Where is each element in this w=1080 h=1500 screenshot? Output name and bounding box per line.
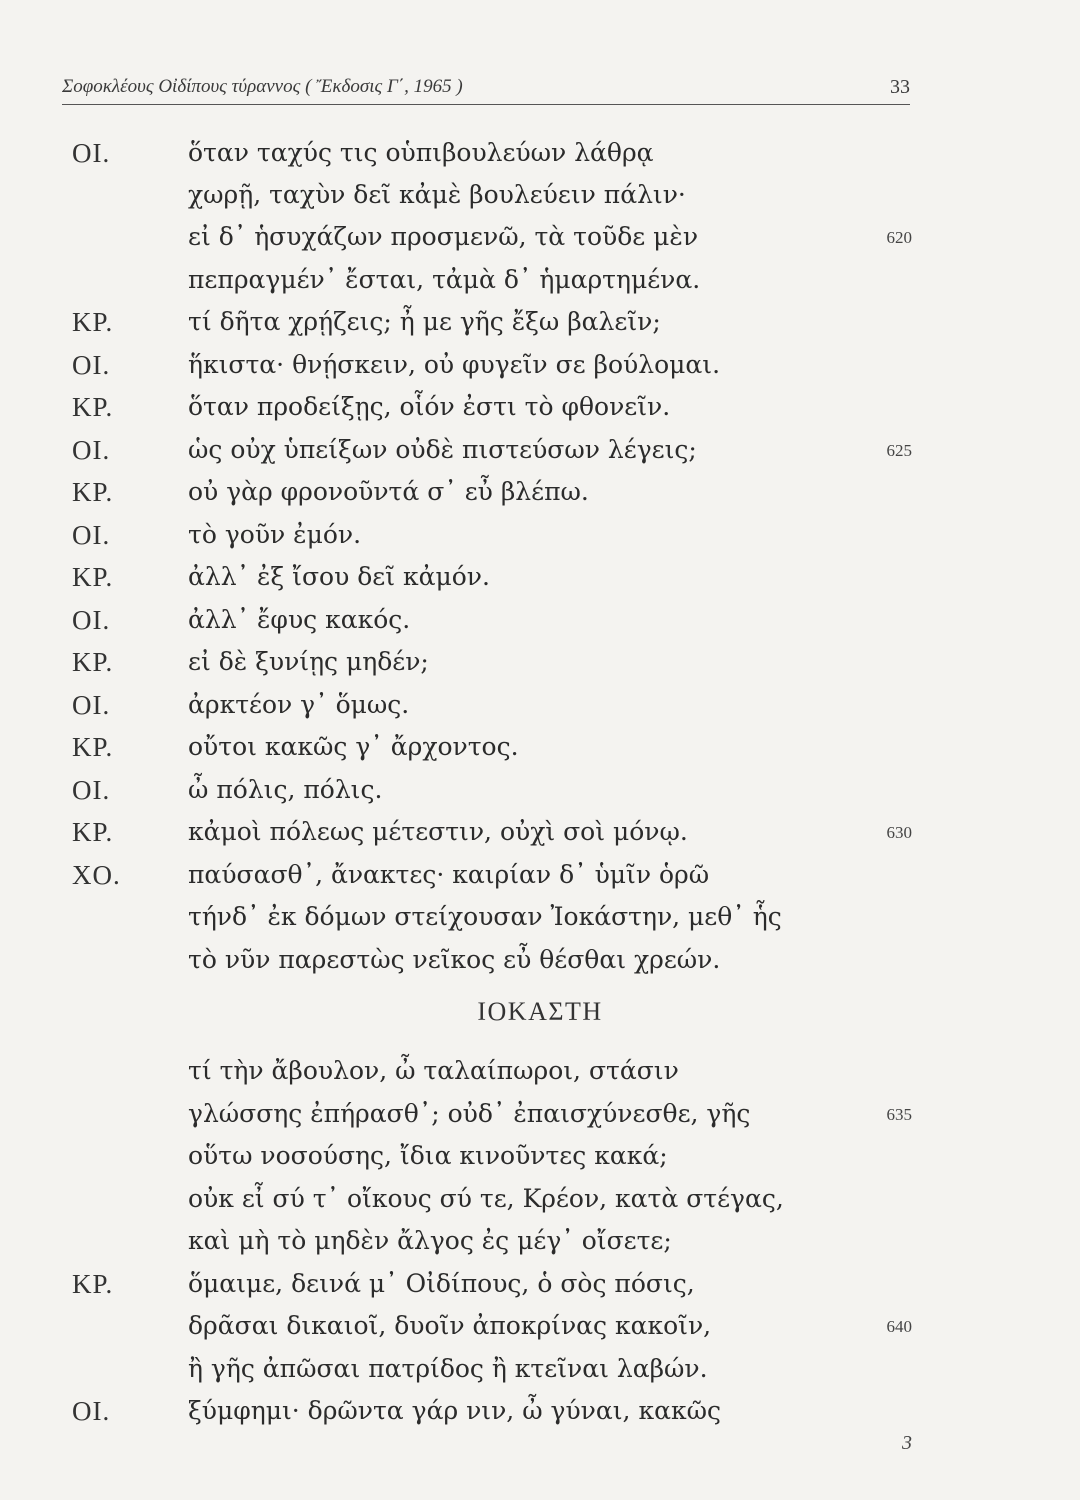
verse-line xyxy=(0,520,1080,558)
verse-line-text: τί τὴν ἄβουλον, ὦ ταλαίπωροι, στάσιν xyxy=(188,1056,679,1085)
line-number: 635 xyxy=(886,1105,912,1124)
verse-line xyxy=(0,1269,1080,1307)
verse-line xyxy=(0,477,1080,515)
verse-line xyxy=(0,435,1080,473)
verse-line-text: καὶ μὴ τὸ μηδὲν ἄλγος ἐς μέγ᾽ οἴσετε; xyxy=(188,1226,672,1255)
speaker-label: ΟΙ. xyxy=(72,138,111,168)
running-title: Σοφοκλέους Οἰδίπους τύραννος ( Ἔκδοσις Γ΄, 1965 ) xyxy=(62,76,463,97)
verse-line-text: ὡς οὐχ ὑπείξων οὐδὲ πιστεύσων λέγεις; xyxy=(188,435,697,464)
speaker-label: ΚΡ. xyxy=(72,392,114,422)
verse-line xyxy=(0,562,1080,600)
verse-line xyxy=(0,138,1080,176)
verse-line-text: οὔτοι κακῶς γ᾽ ἄρχοντος. xyxy=(188,732,519,761)
verse-line-text: τὸ νῦν παρεστὼς νεῖκος εὖ θέσθαι χρεών. xyxy=(188,945,721,974)
speaker-label: ΚΡ. xyxy=(72,307,114,337)
verse-line-text: ὦ πόλις, πόλις. xyxy=(188,775,383,804)
verse-line-text: οὕτω νοσούσης, ἴδια κινοῦντες κακά; xyxy=(188,1141,668,1170)
speaker-label: ΟΙ. xyxy=(72,605,111,635)
speaker-label: ΚΡ. xyxy=(72,1269,114,1299)
verse-line-text: πεπραγμέν᾽ ἔσται, τἀμὰ δ᾽ ἡμαρτημένα. xyxy=(188,265,701,294)
speaker-label: ΚΡ. xyxy=(72,647,114,677)
verse-line-text: χωρῇ, ταχὺν δεῖ κἀμὲ βουλεύειν πάλιν· xyxy=(188,180,686,209)
verse-line xyxy=(0,1226,1080,1264)
verse-line xyxy=(0,180,1080,218)
verse-line xyxy=(0,945,1080,983)
speaker-label: ΚΡ. xyxy=(72,817,114,847)
verse-line xyxy=(0,775,1080,813)
verse-line-text: οὐκ εἶ σύ τ᾽ οἴκους σύ τε, Κρέον, κατὰ στέγας, xyxy=(188,1184,784,1213)
verse-line-text: κἀμοὶ πόλεως μέτεστιν, οὐχὶ σοὶ μόνῳ. xyxy=(188,817,688,846)
verse-line xyxy=(0,350,1080,388)
verse-line-text: τήνδ᾽ ἐκ δόμων στείχουσαν Ἰοκάστην, μεθ᾽ ἧς xyxy=(188,902,782,931)
verse-line xyxy=(0,265,1080,303)
verse-line xyxy=(0,307,1080,345)
verse-line-text: ὅμαιμε, δεινά μ᾽ Οἰδίπους, ὁ σὸς πόσις, xyxy=(188,1269,695,1298)
speaker-label: ΧΟ. xyxy=(72,860,121,890)
verse-line-text: ἀρκτέον γ᾽ ὅμως. xyxy=(188,690,410,719)
verse-line xyxy=(0,860,1080,898)
verse-line-text: ἀλλ᾽ ἐξ ἴσου δεῖ κἀμόν. xyxy=(188,562,490,591)
speaker-label: ΟΙ. xyxy=(72,690,111,720)
verse-line xyxy=(0,1184,1080,1222)
speaker-label: ΟΙ. xyxy=(72,1396,111,1426)
signature-mark: 3 xyxy=(902,1432,912,1454)
verse-line xyxy=(0,902,1080,940)
character-heading: ΙΟΚΑΣΤΗ xyxy=(477,997,603,1026)
speaker-label: ΚΡ. xyxy=(72,562,114,592)
verse-line xyxy=(0,605,1080,643)
verse-line-text: δρᾶσαι δικαιοῖ, δυοῖν ἀποκρίνας κακοῖν, xyxy=(188,1311,712,1340)
verse-line-text: ἀλλ᾽ ἔφυς κακός. xyxy=(188,605,411,634)
verse-line-text: ὅταν προδείξῃς, οἷόν ἐστι τὸ φθονεῖν. xyxy=(188,392,671,421)
verse-line xyxy=(0,1141,1080,1179)
verse-line-text: γλώσσης ἐπήρασθ᾽; οὐδ᾽ ἐπαισχύνεσθε, γῆς xyxy=(188,1099,751,1128)
verse-line-text: ὅταν ταχύς τις οὑπιβουλεύων λάθρᾳ xyxy=(188,138,654,167)
verse-line xyxy=(0,690,1080,728)
verse-line xyxy=(0,1354,1080,1392)
speaker-label: ΚΡ. xyxy=(72,732,114,762)
verse-line-text: εἰ δὲ ξυνίῃς μηδέν; xyxy=(188,647,429,676)
verse-line xyxy=(0,1396,1080,1434)
line-number: 625 xyxy=(886,441,912,460)
verse-line-text: ἢ γῆς ἀπῶσαι πατρίδος ἢ κτεῖναι λαβών. xyxy=(188,1354,708,1383)
verse-line xyxy=(0,732,1080,770)
speaker-label: ΟΙ. xyxy=(72,775,111,805)
verse-line-text: τί δῆτα χρῄζεις; ἦ με γῆς ἔξω βαλεῖν; xyxy=(188,307,661,336)
verse-line-text: οὐ γὰρ φρονοῦντά σ᾽ εὖ βλέπω. xyxy=(188,477,589,506)
page-number: 33 xyxy=(890,76,910,98)
speaker-label: ΟΙ. xyxy=(72,520,111,550)
verse-line xyxy=(0,1056,1080,1094)
verse-line xyxy=(0,222,1080,260)
verse-line-text: εἰ δ᾽ ἡσυχάζων προσμενῶ, τὰ τοῦδε μὲν xyxy=(188,222,699,251)
verse-line-text: ξύμφημι· δρῶντα γάρ νιν, ὦ γύναι, κακῶς xyxy=(188,1396,721,1425)
verse-line-text: ἥκιστα· θνῄσκειν, οὐ φυγεῖν σε βούλομαι. xyxy=(188,350,721,379)
verse-line xyxy=(0,817,1080,855)
verse-line-text: παύσασθ᾽, ἄνακτες· καιρίαν δ᾽ ὑμῖν ὁρῶ xyxy=(188,860,710,889)
line-number: 620 xyxy=(886,228,912,247)
speaker-label: ΟΙ. xyxy=(72,435,111,465)
verse-line xyxy=(0,1311,1080,1349)
speaker-label: ΟΙ. xyxy=(72,350,111,380)
line-number: 640 xyxy=(886,1317,912,1336)
verse-line-text: τὸ γοῦν ἐμόν. xyxy=(188,520,362,549)
verse-line xyxy=(0,1099,1080,1137)
verse-line xyxy=(0,392,1080,430)
line-number: 630 xyxy=(886,823,912,842)
verse-line xyxy=(0,647,1080,685)
speaker-label: ΚΡ. xyxy=(72,477,114,507)
